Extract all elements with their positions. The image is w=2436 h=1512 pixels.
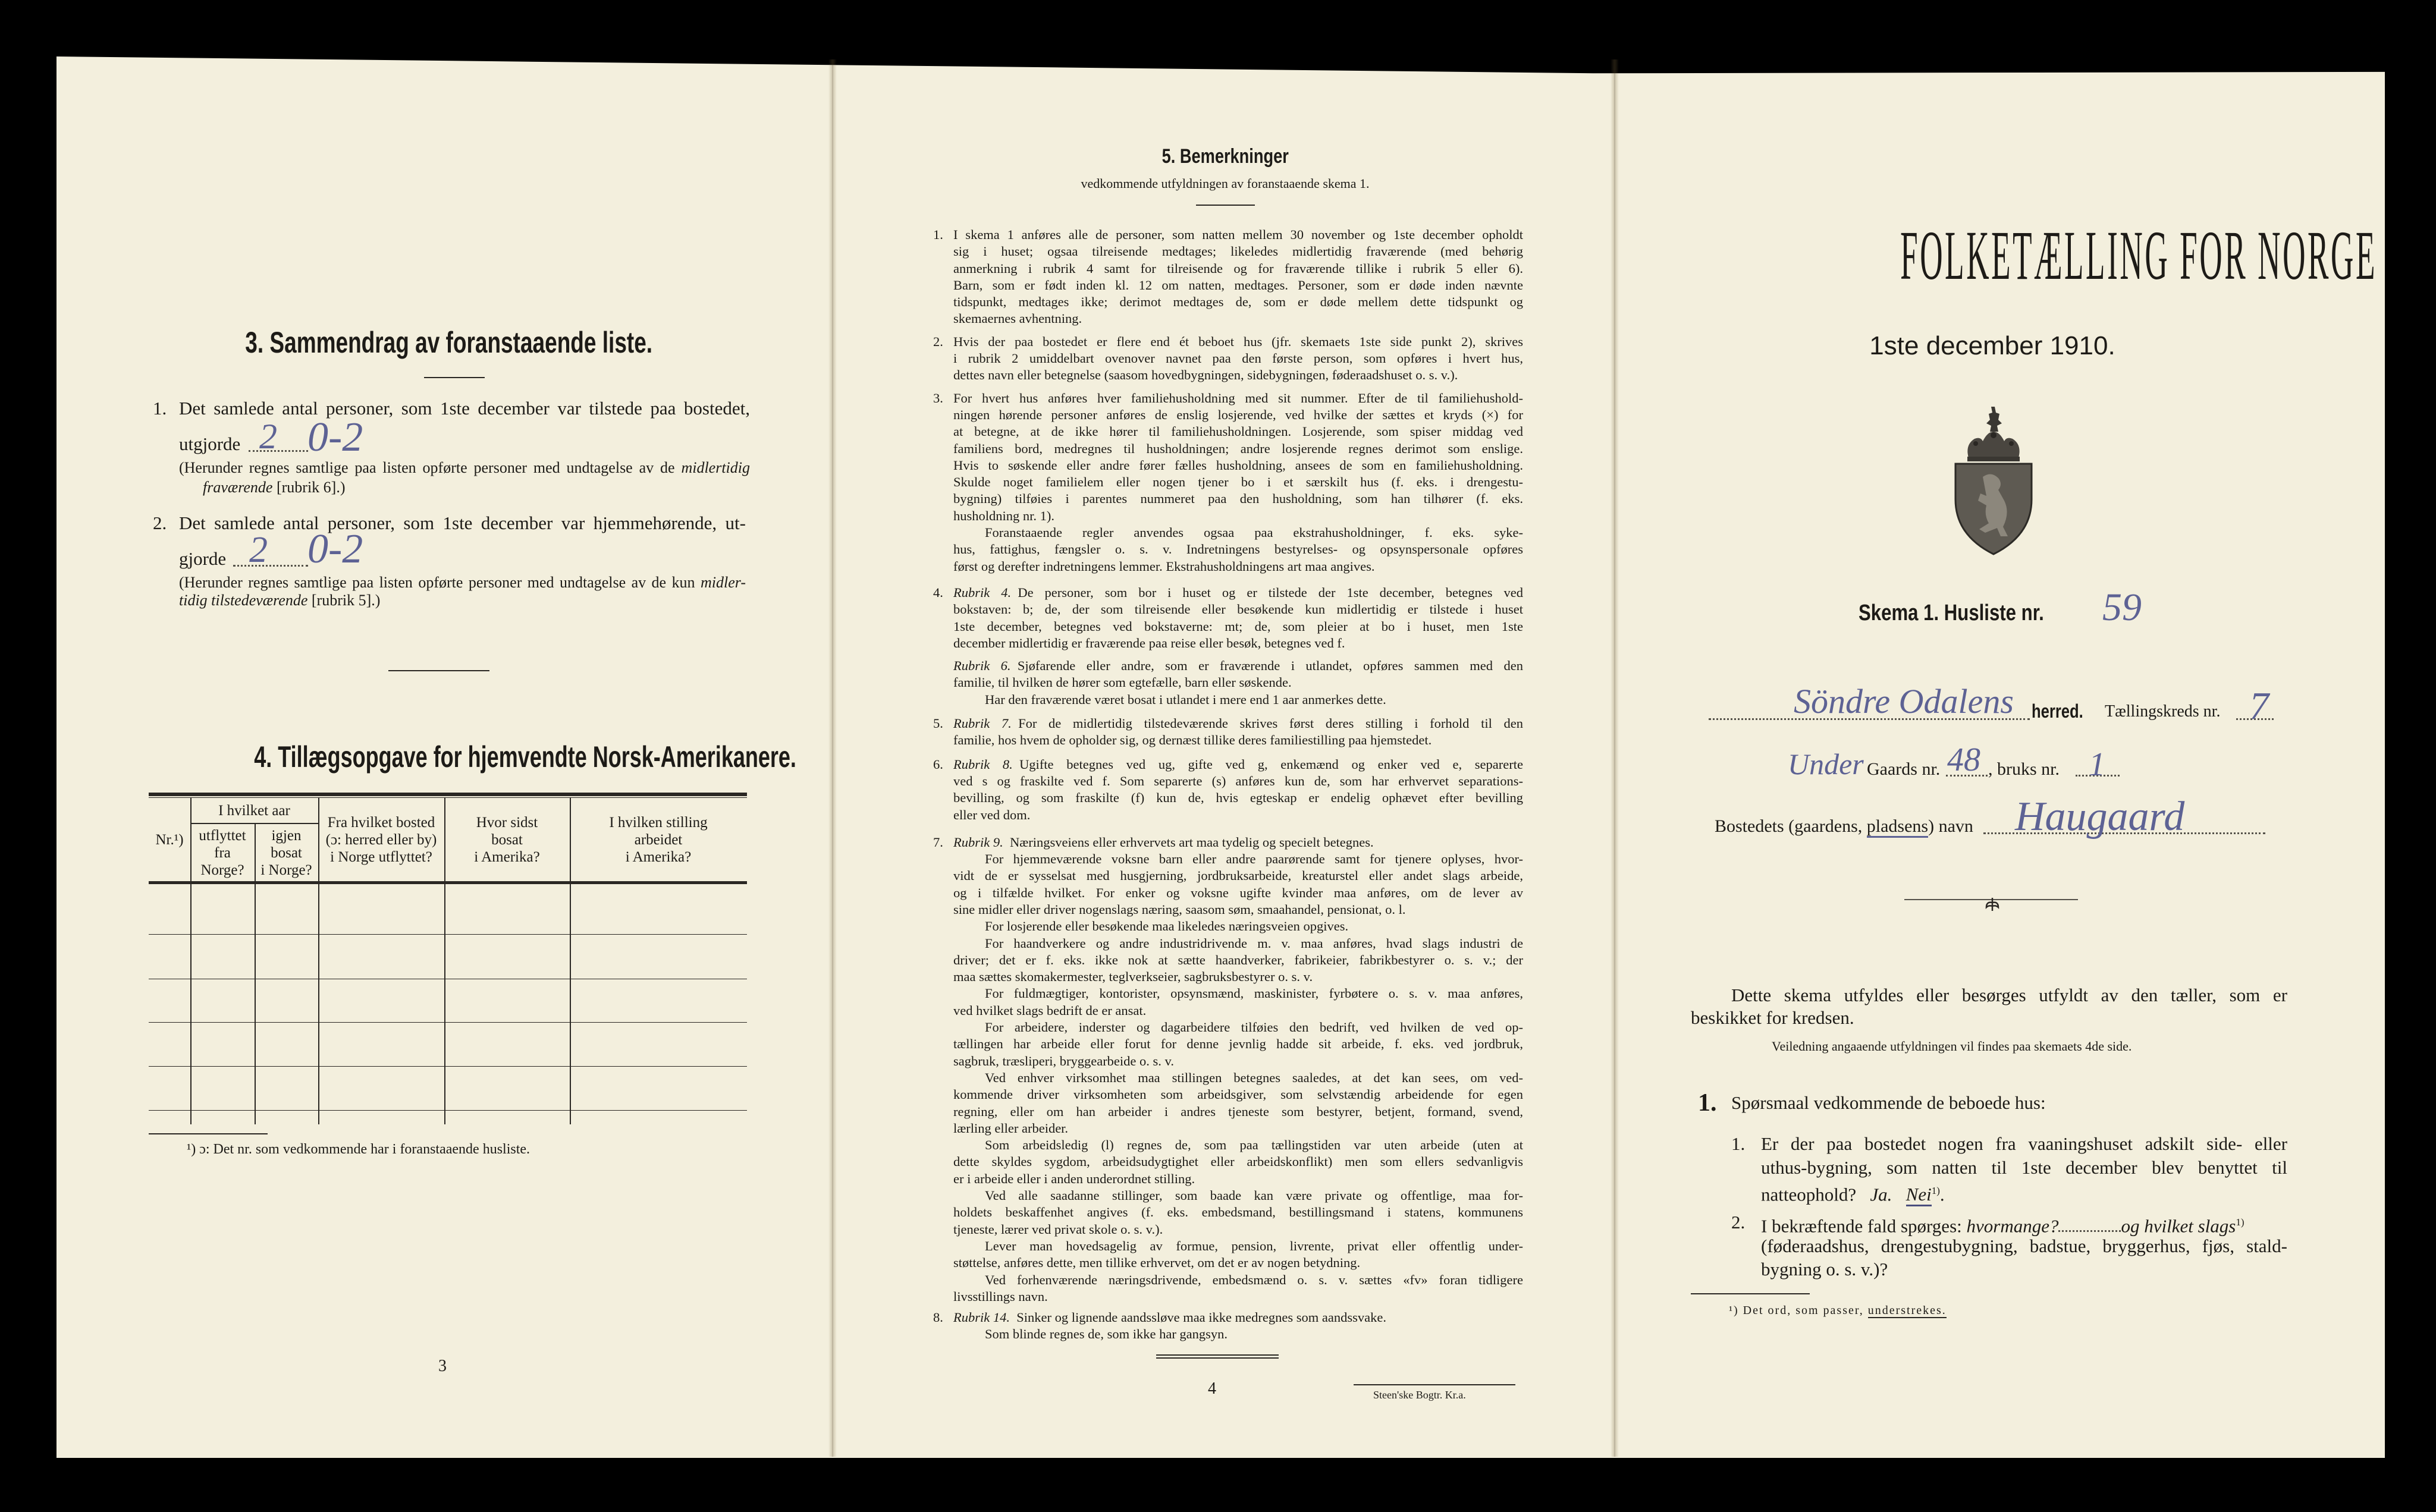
- remark-line: [953, 1272, 1523, 1288]
- remark-line: [953, 474, 1523, 491]
- rubrik-label: Rubrik 7.: [953, 716, 1012, 731]
- question-section-title: Spørsmaal vedkommende de beboede hus:: [1731, 1092, 2046, 1113]
- remark-line: [953, 294, 1523, 310]
- remark-text: bokstaven: b; de, der som tilreisende eller besøkende kun midlertidig er tilstede i huset: [953, 602, 1523, 617]
- gjorde-label: gjorde: [179, 548, 227, 569]
- item-number: 1.: [153, 398, 167, 419]
- remark-line: [953, 260, 1523, 277]
- remark-number: 1.: [933, 227, 943, 242]
- item-number: 2.: [153, 513, 167, 533]
- gaards-label: Gaards nr.: [1867, 759, 1941, 779]
- remark-text: støttelse, anføres dette, men tillike erhvervet, om det er av nogen betydning.: [953, 1255, 1361, 1271]
- census-date: 1ste december 1910.: [1869, 331, 2115, 360]
- remark-line: [953, 1187, 1523, 1204]
- remark-line: [953, 1053, 1523, 1070]
- remark-line: [953, 756, 1523, 773]
- remark-line: [953, 1002, 1523, 1019]
- remark-text: lærling eller arbeider.: [953, 1120, 1069, 1136]
- fill-dots: [233, 565, 308, 567]
- divider: [1196, 205, 1255, 206]
- table-row: [149, 1110, 747, 1111]
- table-row: [149, 1066, 747, 1067]
- remark-text: holdets beskaffenhet angives (f. eks. embedsmand, bestillingsmand i statens, kommunens: [953, 1205, 1523, 1220]
- remarks-list: [933, 219, 1523, 1343]
- remark-text: december midlertidig er fraværende paa reise eller besøk, betegnes ved f.: [953, 635, 1345, 650]
- bosted-label: Bostedets (gaardens, pladsens) navn: [1715, 816, 1973, 837]
- remark-item: [933, 1309, 1523, 1343]
- remark-line: [953, 1238, 1523, 1255]
- table-header-rule: [149, 881, 747, 884]
- note: fraværende [rubrik 6].): [203, 479, 346, 496]
- remark-line: [953, 1086, 1523, 1103]
- remark-text: ved hvilket slags bedrift de er ansat.: [953, 1002, 1147, 1018]
- remark-text: Har den fraværende været bosat i utlandet i mere end 1 aar anmerkes dette.: [985, 691, 1386, 707]
- remark-text: Ved alle saadanne stillinger, som baade kan være private og offentlige, maa for-: [985, 1188, 1523, 1203]
- remark-line: [953, 601, 1523, 618]
- remark-line: [953, 1221, 1523, 1238]
- end-rule: [1156, 1357, 1279, 1359]
- remark-text: eller ved dom.: [953, 807, 1031, 822]
- remark-line: [953, 584, 1523, 601]
- remark-line: [953, 867, 1523, 884]
- summary-item-present: Det samlede antal personer, som 1ste december var tilstede paa bostedet,: [179, 398, 750, 419]
- remark-item: [933, 756, 1523, 823]
- gaards-value: 48: [1947, 741, 1980, 778]
- question-1: uthus-bygning, som natten til 1ste december blev benyttet til: [1761, 1157, 2287, 1178]
- section-3-heading: 3. Sammendrag av foranstaaende liste.: [245, 326, 653, 359]
- remark-text: Hvis to søskende eller andre fører fælles husholdning, ansees de som en familiehusholdning.: [953, 457, 1523, 473]
- remark-text: Ved enhver virksomhet maa stillingen betegnes saaledes, at det kan sees, om ved-: [985, 1070, 1523, 1085]
- remark-text: Ved forhenværende næringsdrivende, embedsmænd o. s. v. sættes «fv» foran tidligere: [985, 1272, 1523, 1287]
- remark-text: driver; det er f. eks. ikke nok at sætte haandverker, fabrikeier, fabrikbestyrer o. s. v.; der: [953, 952, 1523, 967]
- remark-line: [953, 277, 1523, 294]
- remark-line: [953, 334, 1523, 350]
- table-row: [149, 934, 747, 935]
- remark-text: livsstillings navn.: [953, 1288, 1048, 1304]
- kreds-value: 7: [2249, 684, 2269, 728]
- remark-line: [953, 969, 1523, 985]
- remark-line: [953, 1137, 1523, 1153]
- remark-text: De personer, som bor i huset og er tilstede der 1ste december, betegnes ved: [1018, 584, 1523, 600]
- col-header-nr: Nr.¹): [155, 831, 184, 848]
- remark-text: familie, til hvilken de hører som egtefælle, barn eller søskende.: [953, 675, 1292, 690]
- remark-text: dette skyldes sygdom, arbeidsudygtighet eller arbeidskonflikt) men som ellers sedvanligvis: [953, 1154, 1523, 1170]
- remark-line: [953, 1309, 1523, 1326]
- remark-text: sagbruk, træsliperi, bryggearbeide o. s. v.: [953, 1053, 1174, 1068]
- question-1: Er der paa bostedet nogen fra vaaningshuset adskilt side- eller: [1761, 1133, 2287, 1154]
- col-header-emigrated: utflyttet fra Norge?: [199, 827, 246, 878]
- remark-text: Lever man hovedsagelig av formue, pension, livrente, privat eller offentlig under-: [985, 1238, 1523, 1253]
- col-header-returned: igjen bosat i Norge?: [260, 827, 312, 878]
- remark-line: [953, 985, 1523, 1002]
- remark-line: [953, 457, 1523, 474]
- handwritten-count: 0-2: [307, 414, 363, 460]
- remark-line: [953, 790, 1523, 806]
- handwritten-count: 2: [259, 417, 277, 456]
- remark-line: [953, 715, 1523, 732]
- schema-label: Skema 1. Husliste nr.: [1859, 601, 2044, 625]
- bosted-value: Haugaard: [2015, 794, 2185, 840]
- col-header-last-residence: Hvor sidst bosat i Amerika?: [474, 814, 540, 865]
- remark-text: Foranstaaende regler anvendes ogsaa paa ekstrahusholdninger, f. eks. syke-: [985, 525, 1523, 540]
- remark-text: tællingen har arbeide eller forut for denne jevnlig hadde sit arbeide, f. eks. ved jordbruk,: [953, 1036, 1523, 1052]
- note: tidig tilstedeværende [rubrik 5].): [179, 592, 381, 609]
- remark-line: [953, 227, 1523, 243]
- rubrik-label: Rubrik 14.: [953, 1310, 1010, 1325]
- remark-text: sig i huset; ogsaa tilreisende medtages; likeledes midlertidig fraværende (med behørig: [953, 244, 1523, 259]
- remark-line: [953, 243, 1523, 260]
- remark-text: Som arbeidsledig (l) regnes de, som paa tællingstiden var uten arbeide (uten at: [985, 1137, 1523, 1153]
- remark-text: Næringsveiens eller erhvervets art maa tydelig og specielt betegnes.: [1010, 834, 1374, 850]
- remark-line: [953, 918, 1523, 935]
- answer-nei-underlined: Nei: [1906, 1184, 1932, 1206]
- divider: [424, 377, 485, 378]
- rubrik-label: Rubrik 4.: [953, 584, 1012, 600]
- remark-line: [953, 390, 1523, 407]
- remark-number: 7.: [933, 834, 943, 850]
- page-number: 3: [438, 1357, 447, 1375]
- remark-line: [953, 1171, 1523, 1187]
- herred-value: Söndre Odalens: [1794, 682, 2014, 721]
- table-top-rule: [149, 793, 747, 796]
- utgjorde-label: utgjorde: [179, 433, 241, 454]
- question-2: (føderaadshus, drengestubygning, badstue, bryggerhus, fjøs, stald-: [1761, 1236, 2287, 1256]
- remark-line: [953, 658, 1523, 674]
- remark-text: For hvert hus anføres hver familiehusholdning med sit nummer. Efter de til familiehushold-: [953, 390, 1523, 405]
- remark-text: Sjøfarende eller andre, som er fraværende i utlandet, opføres sammen med den: [1017, 658, 1523, 674]
- remark-number: 8.: [933, 1310, 943, 1325]
- note: (Herunder regnes samtlige paa listen opførte personer med undtagelse av de midlertidig: [179, 459, 750, 476]
- remark-line: [953, 423, 1523, 440]
- table-row: [149, 1022, 747, 1023]
- remark-item: [933, 584, 1523, 652]
- remark-text: Hvis der paa bostedet er flere end ét beboet hus (jfr. skemaets 1ste side punkt 2), skrives: [953, 334, 1523, 349]
- remark-line: [953, 885, 1523, 901]
- remark-item: [953, 658, 1523, 708]
- section-4-heading: 4. Tillægsopgave for hjemvendte Norsk-Amerikanere.: [254, 740, 796, 774]
- form-title: FOLKETÆLLING FOR NORGE: [1900, 216, 2378, 294]
- remark-text: For de midlertidig tilstedeværende skrives først deres stilling i forhold til den: [1018, 716, 1523, 731]
- remark-line: [953, 952, 1523, 969]
- fill-dots: [2058, 1230, 2121, 1232]
- remark-text: For losjerende eller besøkende maa likeledes næringsveien opgives.: [985, 919, 1349, 934]
- remark-item: [933, 834, 1523, 1305]
- remark-line: [953, 407, 1523, 423]
- remark-line: [953, 524, 1523, 541]
- remark-text: først og derefter indretningens lemmer. Ekstrahusholdningens art maa angives.: [953, 558, 1375, 574]
- note: (Herunder regnes samtlige paa listen opførte personer med undtagelse av de kun midler-: [179, 574, 746, 591]
- remark-line: [953, 1255, 1523, 1271]
- remark-line: [953, 1204, 1523, 1221]
- remark-text: regning, eller om han arbeider i andres tjeneste som bestyrer, betjent, formand, svend,: [953, 1104, 1523, 1119]
- remark-text: hus, fattighus, fængsler o. s. v. Indretningens bestyrelses- og opsynspersonale opføres: [953, 542, 1523, 557]
- printer-rule: [1354, 1384, 1515, 1385]
- herred-label: herred.: [2032, 700, 2083, 722]
- handwritten-count: 2: [249, 530, 268, 570]
- remark-number: 2.: [933, 334, 943, 349]
- remark-line: [953, 1036, 1523, 1052]
- remark-line: [953, 491, 1523, 507]
- remark-line: [953, 674, 1523, 691]
- remark-line: [953, 935, 1523, 952]
- remark-number: 4.: [933, 584, 943, 600]
- remark-text: ningen hørende personer anføres de enslig losjerende, ved hvilke der sættes et kryds (×) for: [953, 407, 1523, 422]
- remark-line: [953, 807, 1523, 823]
- husliste-number: 59: [2102, 586, 2142, 629]
- remark-text: Sinker og lignende aandssløve maa ikke medregnes som aandssvake.: [1016, 1310, 1386, 1325]
- question-number: 1.: [1731, 1133, 1746, 1154]
- remark-line: [953, 732, 1523, 749]
- intro-text: beskikket for kredsen.: [1691, 1007, 1854, 1028]
- remark-line: [953, 691, 1523, 708]
- remark-text: familiens bord, medregnes til husholdningen; andre losjerende regnes derimot som enslige.: [953, 441, 1523, 456]
- col-header-year-group: I hvilket aar: [218, 802, 290, 819]
- remark-line: [953, 310, 1523, 327]
- question-2: bygning o. s. v.)?: [1761, 1259, 1888, 1280]
- remark-text: anmerkning i rubrik 4 samt for tilreisende og for fraværende tillike i rubrik 5 eller 6).: [953, 260, 1523, 276]
- remark-text: skemaernes avhentning.: [953, 311, 1082, 326]
- remark-text: I skema 1 anføres alle de personer, som natten mellem 30 november og 1ste december opholdt: [953, 227, 1523, 242]
- question-2: I bekræftende fald spørges: hvormange? og hvilket slags$^{1)}$: [1761, 1215, 2244, 1237]
- remark-line: [953, 1153, 1523, 1170]
- remarks-subtitle: vedkommende utfyldningen av foranstaaende skema 1.: [1081, 176, 1370, 191]
- remark-line: [953, 1288, 1523, 1305]
- printer-imprint: Steen'ske Bogtr. Kr.a.: [1373, 1389, 1466, 1401]
- remark-line: [953, 558, 1523, 575]
- remark-line: [953, 1120, 1523, 1137]
- remark-text: 1ste december, betegnes ved bokstaverne: mt; de, som pleier at bo i huset, men 1ste: [953, 618, 1523, 634]
- answer-ja: Ja.: [1870, 1184, 1892, 1205]
- remark-text: husholdning nr. 1).: [953, 508, 1055, 523]
- remark-line: [953, 635, 1523, 652]
- remark-text: tidspunkt, medtages ikke; derimot medtages de, som er døde mellem dette tidspunkt og: [953, 294, 1523, 310]
- remark-text: ved s og fraskilte ved f. Som separerte (s) anføres kun de, som har erhvervet separations-: [953, 773, 1523, 788]
- remark-text: sine midler eller driver nogenslags næring, saasom søm, smaahandel, pensionat, o. l.: [953, 901, 1406, 917]
- rubrik-label: Rubrik 8.: [953, 756, 1013, 772]
- remark-text: Skulde noget familielem eller nogen tjener bo i et særskilt hus (f. eks. i drengestu-: [953, 474, 1523, 490]
- rubrik-label: Rubrik 6.: [953, 658, 1011, 674]
- fill-dots: [249, 450, 308, 452]
- remark-text: i rubrik 2 umiddelbart ovenover navnet paa den første person, som opføres i hvert hus,: [953, 351, 1523, 366]
- remark-line: [953, 834, 1523, 851]
- remark-text: Som blinde regnes de, som ikke har gangsyn.: [985, 1326, 1228, 1342]
- remark-line: [953, 350, 1523, 367]
- table-footnote: ¹) ɔ: Det nr. som vedkommende har i foranstaaende husliste.: [187, 1142, 530, 1157]
- remark-number: 5.: [933, 716, 943, 731]
- divider: [388, 670, 489, 671]
- page-fold: [828, 59, 837, 1457]
- remark-line: [953, 508, 1523, 524]
- remark-line: [953, 901, 1523, 918]
- remark-line: [953, 773, 1523, 790]
- rubrik-label: Rubrik 9.: [953, 834, 1003, 850]
- under-value: Under: [1788, 747, 1864, 781]
- remark-text: maa sættes skomakermester, teglverkseier, sagbruksbestyrer o. s. v.: [953, 969, 1313, 985]
- bruks-label: , bruks nr.: [1988, 759, 2060, 779]
- remark-line: [953, 1019, 1523, 1036]
- remark-text: Barn, som er født inden kl. 12 om natten, medtages. Personer, som er døde inden nævnte: [953, 277, 1523, 293]
- question-section-number: 1.: [1698, 1089, 1717, 1117]
- question-1-answer: natteophold? Ja. Nei$^{1)}$.: [1761, 1180, 1945, 1205]
- summary-item-resident: Det samlede antal personer, som 1ste december var hjemmehørende, ut-: [179, 513, 746, 533]
- remark-line: [953, 851, 1523, 867]
- remark-text: dettes navn eller betegnelse (saasom hovedbygningen, sidebygningen, føderaadshuset o. s. v.).: [953, 367, 1458, 383]
- remark-text: bevilling, og som fraskilte (f) kun de, hvis egteskap er endelig ophævet efter bevilling: [953, 790, 1523, 806]
- remark-item: [933, 390, 1523, 575]
- remark-line: [953, 1070, 1523, 1086]
- remark-line: [953, 441, 1523, 457]
- remark-text: Ugifte betegnes ved ug, gifte ved g, enkemænd og enker ved e, separerte: [1019, 756, 1523, 772]
- remark-number: 3.: [933, 390, 943, 405]
- remark-text: familie, hos hvem de opholder sig, og dernæst tillike deres familiestilling paa hjemstedet.: [953, 733, 1432, 748]
- remark-text: og i tilfælde hvilket. For enker og voksne ugifte kvinder maa anføres, om de lever av: [953, 885, 1523, 900]
- coat-of-arms-icon: [1952, 404, 2035, 556]
- remark-text: tjeneste, lærer ved privat skole o. s. v.).: [953, 1221, 1163, 1237]
- remark-text: For hjemmeværende voksne barn eller andre paarørende samt for tjenere oplyses, hvor-: [985, 851, 1523, 867]
- bruks-value: 1: [2089, 746, 2105, 783]
- guidance-note: Veiledning angaaende utfyldningen vil findes paa skemaets 4de side.: [1772, 1039, 2132, 1054]
- footnote: ¹) Det ord, som passer, understrekes.: [1729, 1304, 1947, 1317]
- remark-line: [953, 1326, 1523, 1343]
- remarks-heading: 5. Bemerkninger: [1162, 145, 1289, 168]
- remark-text: For haandverkere og andre industridrivende m. v. maa anføres, hvad slags industri de: [985, 935, 1523, 951]
- col-header-occupation: I hvilken stilling arbeidet i Amerika?: [609, 814, 708, 865]
- handwritten-count: 0-2: [307, 526, 363, 572]
- page-number: 4: [1208, 1379, 1216, 1398]
- footnote-rule: [1691, 1293, 1810, 1294]
- question-number: 2.: [1731, 1212, 1746, 1233]
- end-rule: [1156, 1354, 1279, 1356]
- intro-text: Dette skema utfyldes eller besørges utfyldt av den tæller, som er: [1731, 985, 2287, 1005]
- remark-item: [933, 227, 1523, 328]
- remark-line: [953, 618, 1523, 635]
- remark-text: vidt de er sysselsat med husgjerning, jordbruksarbeide, kreaturstel eller andet slags arbeide,: [953, 868, 1523, 884]
- remark-text: er i arbeide eller i anden underordnet stilling.: [953, 1171, 1195, 1186]
- remark-text: at betegne, at de ikke hører til familiehusholdningen. Losjerende, som spiser middag ved: [953, 424, 1523, 439]
- remark-line: [953, 541, 1523, 558]
- remark-number: 6.: [933, 756, 943, 772]
- remark-text: kommende driver virksomheten som arbeidsgiver, som selvstændig arbeidende for egen: [953, 1087, 1523, 1102]
- col-header-from-where: Fra hvilket bosted (ɔ: herred eller by) i Norge utflyttet?: [325, 814, 437, 865]
- remark-text: For arbeidere, inderster og dagarbeidere tilføies den bedrift, ved hvilken de ved op-: [985, 1020, 1523, 1035]
- kreds-label: Tællingskreds nr.: [2105, 702, 2221, 721]
- remark-text: bygning) tilføies i parentes nummeret paa den husholdning, som han tilhører (f. eks.: [953, 491, 1523, 507]
- remark-item: [933, 715, 1523, 749]
- remark-line: [953, 367, 1523, 383]
- remark-line: [953, 1104, 1523, 1120]
- remark-text: For fuldmægtiger, kontorister, opsynsmænd, maskinister, fyrbøtere o. s. v. maa anføres,: [985, 986, 1523, 1001]
- remark-item: [933, 334, 1523, 384]
- footnote-rule: [149, 1133, 268, 1134]
- fleuron-icon: [1984, 897, 2001, 912]
